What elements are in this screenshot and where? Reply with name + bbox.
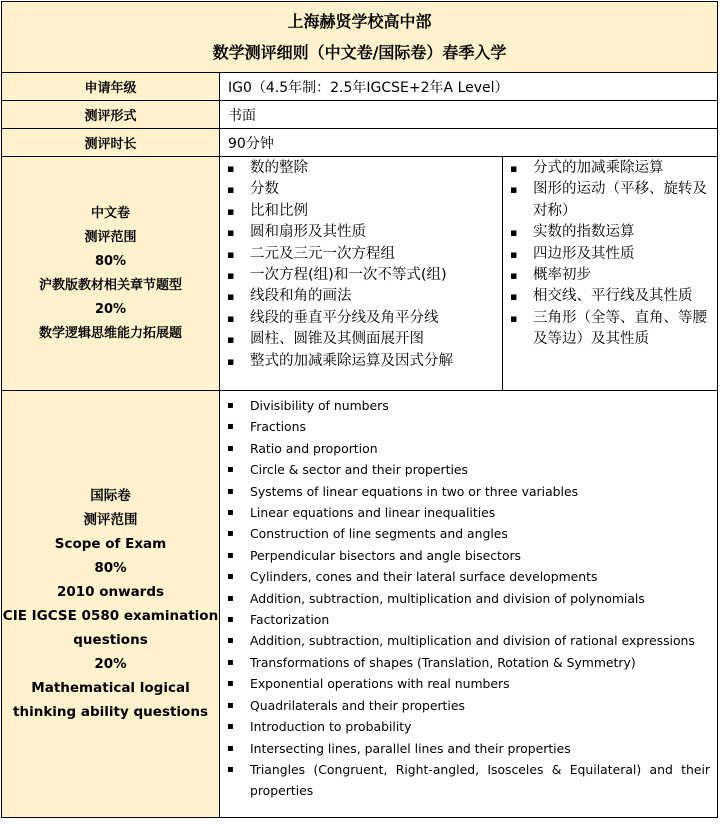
intl-topic-item: ▪ Introduction to probability	[220, 716, 717, 737]
intl-topic-item: ▪ Addition, subtraction, multiplication and division of polynomials	[220, 588, 717, 609]
international-paper-label	[2, 391, 220, 818]
cn-topic-item: ▪ 数的整除	[220, 158, 502, 179]
school-name: 上海赫贤学校高中部	[287, 12, 432, 31]
cn-topic-item: ▪ 线段的垂直平分线及角平分线	[220, 308, 502, 329]
grade-value: IG0（4.5年制：2.5年IGCSE+2年A Level）	[220, 73, 718, 101]
intl-label-line: Scope of Exam	[54, 536, 167, 552]
cn-right-list	[503, 158, 717, 351]
chinese-paper-label	[2, 157, 220, 391]
intl-topic-item: ▪ Linear equations and linear inequalities	[220, 502, 717, 523]
cn-label-line: 沪教版教材相关章节题型	[38, 277, 182, 293]
intl-topic-list	[220, 391, 717, 802]
intl-topic-item: ▪ Addition, subtraction, multiplication and division of rational expressions	[220, 630, 717, 651]
intl-topic-item: ▪ Ratio and proportion	[220, 438, 717, 459]
cn-topic-item: ▪ 分数	[220, 179, 502, 200]
intl-label-line: Mathematical logical thinking ability questions	[13, 680, 208, 720]
intl-label-line: 2010 onwards	[56, 584, 165, 600]
intl-topic-item: ▪ Intersecting lines, parallel lines and their properties	[220, 738, 717, 759]
intl-topic-item: ▪ Cylinders, cones and their lateral surface developments	[220, 566, 717, 587]
cn-label-line: 20%	[94, 301, 127, 317]
intl-topic-item: ▪ Construction of line segments and angles	[220, 523, 717, 544]
intl-topic-item: ▪ Perpendicular bisectors and angle bisectors	[220, 545, 717, 566]
form-value: 书面	[220, 101, 718, 129]
intl-topic-item: ▪ Fractions	[220, 416, 717, 437]
intl-topic-item: ▪ Circle & sector and their properties	[220, 459, 717, 480]
cn-label-line: 中文卷	[90, 205, 130, 221]
intl-topic-item: ▪ Transformations of shapes (Translation, Rotation & Symmetry)	[220, 652, 717, 673]
intl-label-line: CIE IGCSE 0580 examination questions	[2, 608, 219, 648]
document-title: 数学测评细则（中文卷/国际卷）春季入学	[212, 43, 507, 62]
cn-topics-right	[503, 157, 717, 390]
cn-label-line: 测评范围	[84, 229, 137, 245]
cn-topic-item: ▪ 线段和角的画法	[220, 286, 502, 307]
intl-topic-item: ▪ Triangles (Congruent, Right-angled, Isosceles & Equilateral) and their properties	[220, 759, 717, 802]
cn-topic-item: ▪ 圆和扇形及其性质	[220, 222, 502, 243]
cn-topic-item: ▪ 相交线、平行线及其性质	[503, 286, 717, 307]
cn-topic-item: ▪ 概率初步	[503, 265, 717, 286]
intl-topic-item: ▪ Factorization	[220, 609, 717, 630]
cn-label-line: 数学逻辑思维能力拓展题	[38, 325, 182, 341]
cn-topic-item: ▪ 实数的指数运算	[503, 222, 717, 243]
duration-label: 测评时长	[2, 129, 220, 157]
intl-topic-item: ▪ Systems of linear equations in two or three variables	[220, 481, 717, 502]
table-header	[2, 2, 718, 73]
grade-label: 申请年级	[2, 73, 220, 101]
intl-topic-item: ▪ Exponential operations with real numbers	[220, 673, 717, 694]
cn-topic-item: ▪ 一次方程(组)和一次不等式(组)	[220, 265, 502, 286]
intl-label-line: 20%	[94, 656, 127, 672]
duration-value: 90分钟	[220, 129, 718, 157]
intl-label-line: 测评范围	[83, 512, 138, 528]
cn-topic-item: ▪ 比和比例	[220, 201, 502, 222]
cn-topic-item: ▪ 图形的运动（平移、旋转及对称）	[503, 179, 717, 222]
form-label: 测评形式	[2, 101, 220, 129]
cn-topic-item: ▪ 分式的加减乘除运算	[503, 158, 717, 179]
cn-topic-item: ▪ 整式的加减乘除运算及因式分解	[220, 351, 502, 372]
cn-topics-left	[220, 157, 503, 390]
cn-topic-item: ▪ 四边形及其性质	[503, 244, 717, 265]
cn-label-line: 80%	[94, 253, 127, 269]
assessment-table	[1, 1, 718, 818]
intl-topic-item: ▪ Quadrilaterals and their properties	[220, 695, 717, 716]
cn-left-list	[220, 158, 502, 372]
intl-label-line: 国际卷	[90, 488, 131, 504]
international-paper-topics	[220, 391, 718, 818]
cn-topic-item: ▪ 三角形（全等、直角、等腰及等边）及其性质	[503, 308, 717, 351]
cn-topic-item: ▪ 二元及三元一次方程组	[220, 244, 502, 265]
chinese-paper-topics	[220, 157, 718, 391]
intl-topic-item: ▪ Divisibility of numbers	[220, 395, 717, 416]
cn-topic-item: ▪ 圆柱、圆锥及其侧面展开图	[220, 329, 502, 350]
intl-label-line: 80%	[94, 560, 127, 576]
